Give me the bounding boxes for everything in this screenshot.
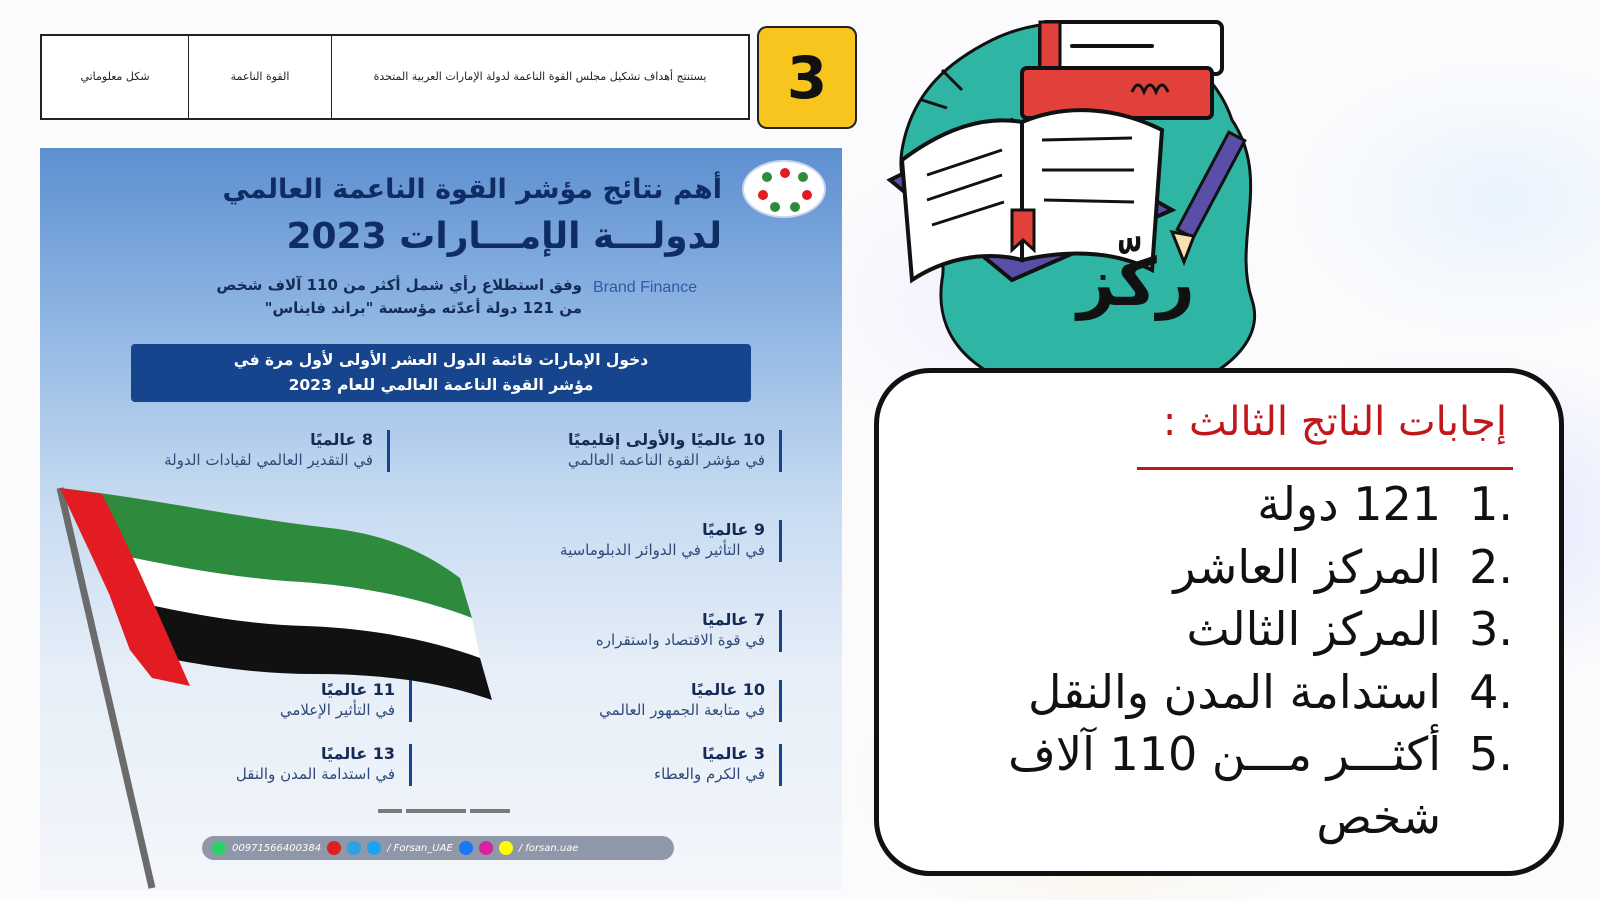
- answer-number: 1.: [1469, 477, 1513, 531]
- answers-title: إجابات الناتج الثالث :: [1162, 399, 1507, 445]
- answer-text: أكثـــر مـــن 110 آلاف شخص: [1008, 727, 1441, 844]
- stat-item: [512, 520, 782, 562]
- poster-subtitle: لدولـــة الإمـــارات 2023: [286, 216, 722, 257]
- answer-item: [893, 536, 1513, 599]
- question-table: [40, 34, 750, 120]
- stat-item: [502, 680, 782, 722]
- stat-rank: 13 عالميًا: [320, 744, 395, 763]
- stat-desc: في الكرم والعطاء: [654, 765, 765, 783]
- table-cell-concept: القوة الناعمة: [189, 36, 332, 118]
- stat-desc: في قوة الاقتصاد واستقراره: [595, 631, 765, 649]
- social-handle: / Forsan_UAE: [387, 842, 453, 854]
- answer-number: 3.: [1469, 602, 1513, 657]
- stat-item: [502, 610, 782, 652]
- answer-item: [893, 723, 1513, 848]
- stat-rank: 9 عالميًا: [702, 520, 765, 539]
- youtube-icon: [327, 841, 341, 855]
- stat-desc: في متابعة الجمهور العالمي: [599, 701, 765, 719]
- government-media-logos: [362, 800, 512, 830]
- facebook-icon: [459, 841, 473, 855]
- books-pencil-illustration: [872, 10, 1292, 410]
- question-number-badge: 3: [757, 26, 857, 129]
- answer-text: المركز العاشر: [1173, 539, 1441, 594]
- whatsapp-icon: [212, 841, 226, 855]
- stat-item: [582, 744, 782, 786]
- answer-number: 5.: [1469, 727, 1513, 782]
- survey-note: [102, 274, 582, 321]
- social-contact-bar: [202, 836, 674, 860]
- stat-item: [142, 744, 412, 786]
- stat-rank: 11 عالميًا: [320, 680, 395, 699]
- answer-item: [893, 661, 1513, 724]
- survey-line: من 121 دولة أعدّته مؤسسة "براند فايناس": [264, 299, 582, 318]
- stat-rank: 10 عالميًا والأولى إقليميًا: [568, 430, 765, 449]
- answer-text: 121 دولة: [1257, 477, 1441, 531]
- banner-line: مؤشر القوة الناعمة العالمي للعام 2023: [288, 375, 594, 394]
- answer-text: استدامة المدن والنقل: [1028, 664, 1441, 719]
- top-ten-banner: [131, 344, 751, 402]
- table-cell-objective: يستنتج أهداف تشكيل مجلس القوة الناعمة لدولة الإمارات العربية المتحدة: [373, 69, 707, 83]
- answer-item: [893, 598, 1513, 661]
- answer-number: 4.: [1469, 664, 1513, 719]
- answer-item: [893, 473, 1513, 536]
- stat-desc: في مؤشر القوة الناعمة العالمي: [567, 451, 765, 469]
- stat-rank: 8 عالميًا: [310, 430, 373, 449]
- twitter-icon: [367, 841, 381, 855]
- answers-list: [893, 473, 1513, 848]
- stat-item: [202, 680, 412, 722]
- telegram-icon: [347, 841, 361, 855]
- answers-card: [874, 368, 1564, 876]
- brand-finance-logo: Brand Finance: [593, 279, 698, 296]
- social-handle: / forsan.uae: [518, 842, 579, 854]
- survey-line: وفق استطلاع رأي شمل أكثر من 110 آلاف شخص: [216, 276, 582, 294]
- title-underline: [1137, 467, 1513, 470]
- stat-desc: في استدامة المدن والنقل: [235, 765, 395, 783]
- stat-rank: 7 عالميًا: [702, 610, 765, 629]
- stat-item: [130, 430, 390, 472]
- stat-rank: 10 عالميًا: [690, 680, 765, 699]
- stat-item: [512, 430, 782, 472]
- stat-rank: 3 عالميًا: [702, 744, 765, 763]
- stat-desc: في التأثير الإعلامي: [279, 701, 395, 719]
- banner-line: دخول الإمارات قائمة الدول العشر الأولى لأول مرة في: [233, 351, 649, 369]
- instagram-icon: [479, 841, 493, 855]
- stat-desc: في التقدير العالمي لقيادات الدولة: [164, 451, 373, 469]
- table-cell-format: شكل معلوماتي: [42, 36, 189, 118]
- phone-number: 00971566400384: [232, 842, 322, 854]
- stat-desc: في التأثير في الدوائر الدبلوماسية: [560, 541, 765, 559]
- snapchat-icon: [499, 841, 513, 855]
- poster-title: أهم نتائج مؤشر القوة الناعمة العالمي: [222, 174, 722, 205]
- answer-number: 2.: [1469, 539, 1513, 594]
- focus-word: ركّز: [1077, 244, 1195, 321]
- soft-power-infographic: [40, 148, 842, 890]
- forsan-logo: [742, 160, 826, 218]
- answer-text: المركز الثالث: [1186, 602, 1441, 657]
